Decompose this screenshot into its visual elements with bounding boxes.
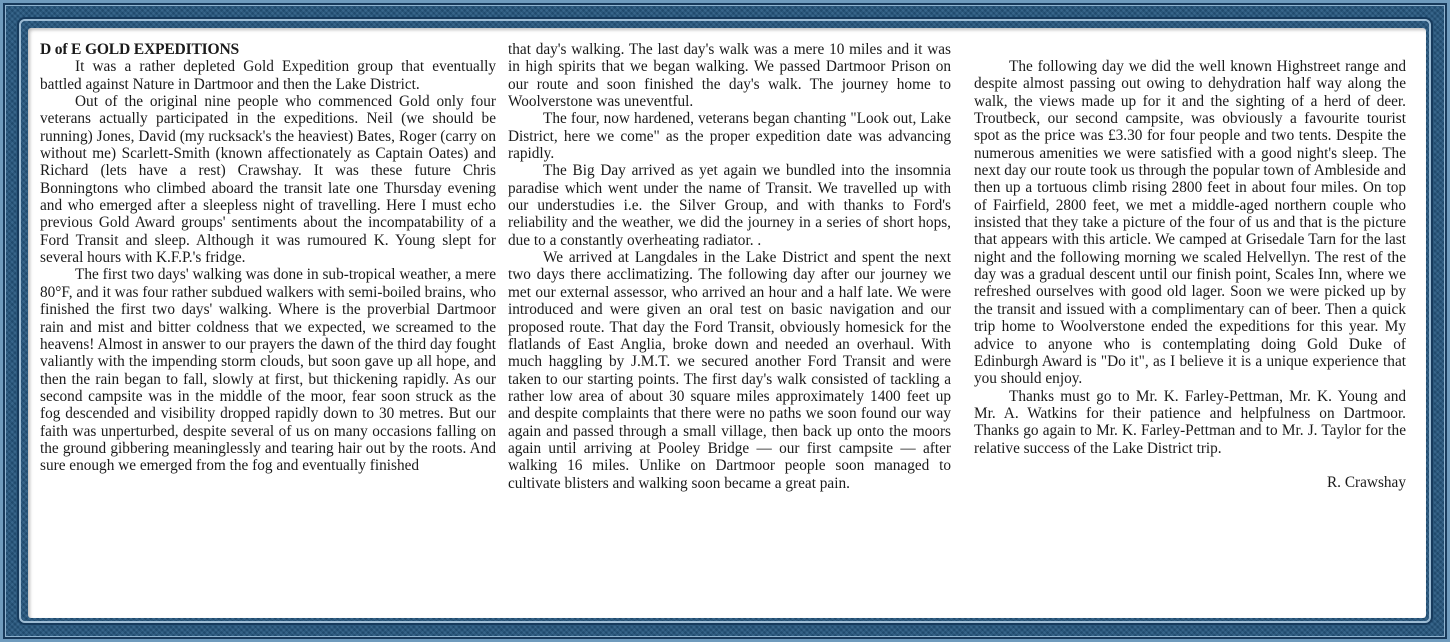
article-column-1 [40, 41, 496, 475]
article-title: D of E GOLD EXPEDITIONS [40, 41, 240, 58]
article-column-3 [974, 58, 1406, 491]
author-signature: R. Crawshay [1326, 473, 1406, 491]
article-column-2 [508, 41, 951, 492]
paragraph: Out of the original nine people who commenced Gold only four veterans actually participated in the expeditions. Neil (we should be running) Jones, David (my rucksack's the heaviest) Bates, Roger (carry on without me) Scarlett-Smith (known affectionately as Captain Oates) and Richard (lets have a rest) Crawshay. It was these future Chris Bonningtons who climbed aboard the transit late one Thursday evening and who emerged after a sleepless night of travelling. Here I must echo previous Gold Award groups' sentiments about the incompatability of a Ford Transit and sleep. Although it was rumoured K. Young slept for several hours with K.F.P.'s fridge. [40, 93, 496, 267]
paragraph: that day's walking. The last day's walk was a mere 10 miles and it was in high spirits that we began walking. We passed Dartmoor Prison on our route and soon finished the day's walk. The journey home to Woolverstone was uneventful. [508, 41, 951, 111]
paragraph: The four, now hardened, veterans began chanting "Look out, Lake District, here we come" as the proper expedition date was advancing rapidly. [508, 110, 951, 163]
paragraph: The Big Day arrived as yet again we bundled into the insomnia paradise which went under the name of Transit. We travelled up with our understudies i.e. the Silver Group, and with thanks to Ford's reliability and the weather, we did the journey in a series of short hops, due to a constantly overheating radiator. . [508, 162, 951, 249]
paragraph: The following day we did the well known Highstreet range and despite almost passing out owing to dehydration half way along the walk, the views made up for it and the sighting of a herd of deer. Troutbeck, our second campsite, was obviously a favourite tourist spot as the price was £3.30 for four people and two tents. Despite the numerous amenities we were satisfied with a good night's sleep. The next day our route took us through the popular town of Ambleside and then up a tortuous climb rising 2800 feet in about four miles. On top of Fairfield, 2800 feet, we met a middle-aged northern couple who insisted that they take a picture of the four of us and that is the picture that appears with this article. We camped at Grisedale Tarn for the last night and the following morning we scaled Helvellyn. The rest of the day was a gradual descent until our finish point, Scales Inn, where we refreshed ourselves with good old lager. Soon we were picked up by the transit and issued with a complimentary can of beer. Then a quick trip home to Woolverstone ended the expeditions for this year. My advice to anyone who is contemplating doing Gold Duke of Edinburgh Award is "Do it", as I believe it is a unique experience that you should enjoy. [974, 58, 1406, 388]
paragraph: It was a rather depleted Gold Expedition group that eventually battled against Nature in Dartmoor and then the Lake District. [40, 58, 496, 93]
paragraph: The first two days' walking was done in sub-tropical weather, a mere 80°F, and it was four rather subdued walkers with semi-boiled brains, who finished the first two days' walking. Where is the proverbial Dartmoor rain and mist and bitter coldness that we expected, we screamed to the heavens! Almost in answer to our prayers the dawn of the third day fought valiantly with the impending storm clouds, but soon gave up all hope, and then the rain began to fall, slowly at first, but thickening rapidly. As our second campsite was in the middle of the moor, fear soon struck as the fog descended and visibility dropped rapidly down to 30 metres. But our faith was unperturbed, despite several of us on many occasions falling on the ground gibbering meaninglessly and tearing hair out by the roots. And sure enough we emerged from the fog and eventually finished [40, 266, 496, 475]
paragraph: We arrived at Langdales in the Lake District and spent the next two days there acclimatizing. The following day after our journey we met our external assessor, who arrived an hour and a half late. We were introduced and were given an oral test on basic navigation and our proposed route. That day the Ford Transit, obviously homesick for the flatlands of East Anglia, broke down and needed an overhaul. With much haggling by J.M.T. we secured another Ford Transit and were taken to our starting points. The first day's walk consisted of tackling a rather low area of about 30 square miles approximately 1400 feet up and despite complaints that there were no paths we soon found our way again and passed through a small village, then back up onto the moors again until arriving at Pooley Bridge — our first campsite — after walking 16 miles. Unlike on Dartmoor people soon managed to cultivate blisters and walking soon became a great pain. [508, 249, 951, 492]
paragraph: Thanks must go to Mr. K. Farley-Pettman, Mr. K. Young and Mr. A. Watkins for their patience and helpfulness on Dartmoor. Thanks go again to Mr. K. Farley-Pettman and to Mr. J. Taylor for the relative success of the Lake District trip. [974, 387, 1406, 457]
article-page [28, 28, 1426, 618]
